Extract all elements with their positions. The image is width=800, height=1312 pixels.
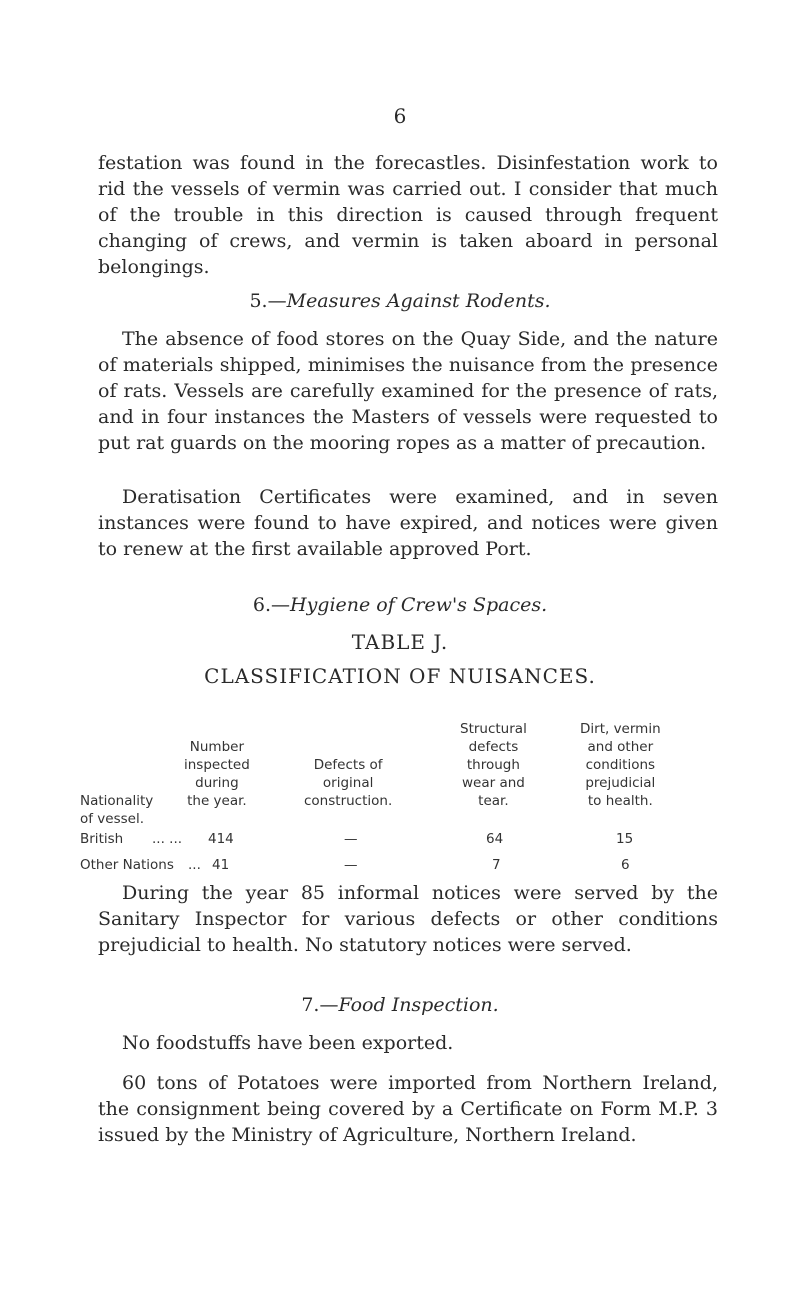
paragraph-deratisation: Deratisation Certificates were examined, and in seven instances were found to have expired, and notices were given to renew at the first available approved Port. [98,486,718,560]
cell-number: 41 [212,857,230,873]
paragraph-disinfestation: festation was found in the forecastles. Disinfestation work to rid the vessels of vermin was carried out. I consider that much of the trouble in this direction is caused through frequent changing of crews, and vermin is taken aboard in personal belongings. [98,152,718,278]
cell-nationality: British [80,831,124,847]
page-number: 6 [393,104,407,128]
table-subtitle: CLASSIFICATION OF NUISANCES. [204,664,596,688]
table-title: TABLE J. [351,630,449,654]
cell-defects: — [344,831,358,847]
header-nationality: Nationality of vessel. [80,793,154,827]
paragraph-exports: No foodstuffs have been exported. [122,1032,454,1054]
cell-leader: ... [188,857,201,873]
section-number: 5.— [249,290,287,312]
section-title: Measures Against Rodents. [286,290,551,312]
cell-dirt: 6 [621,857,630,873]
section-title: Food Inspection. [338,994,499,1016]
cell-nationality: Other Nations [80,857,174,873]
header-dirt: Dirt, vermin and other conditions prejudicial to health. [580,721,661,809]
paragraph-imports: 60 tons of Potatoes were imported from Northern Ireland, the consignment being covered by a Certificate on Form M.P. 3 issued by the Ministry of Agriculture, Northern Ireland. [98,1072,718,1146]
section-heading-hygiene [0,594,800,616]
section-heading-food [0,994,800,1016]
cell-leader: ... ... [152,831,183,847]
cell-defects: — [344,857,358,873]
paragraph-notices: During the year 85 informal notices were served by the Sanitary Inspector for various defects or other conditions prejudicial to health. No statutory notices were served. [98,882,718,956]
section-heading-rodents [0,290,800,312]
cell-structural: 64 [486,831,504,847]
header-structural: Structural defects through wear and tear. [460,721,527,809]
section-number: 7.— [301,994,339,1016]
section-title: Hygiene of Crew's Spaces. [290,594,548,616]
header-defects: Defects of original construction. [304,757,393,809]
cell-structural: 7 [492,857,501,873]
header-number: Number inspected during the year. [184,739,250,809]
section-number: 6.— [252,594,290,616]
cell-dirt: 15 [616,831,634,847]
cell-number: 414 [208,831,234,847]
paragraph-rodents: The absence of food stores on the Quay Side, and the nature of materials shipped, minimises the nuisance from the presence of rats. Vessels are carefully examined for the presence of rats, and in four instances the Masters of vessels were requested to put rat guards on the mooring ropes as a matter of precaution. [98,328,718,454]
